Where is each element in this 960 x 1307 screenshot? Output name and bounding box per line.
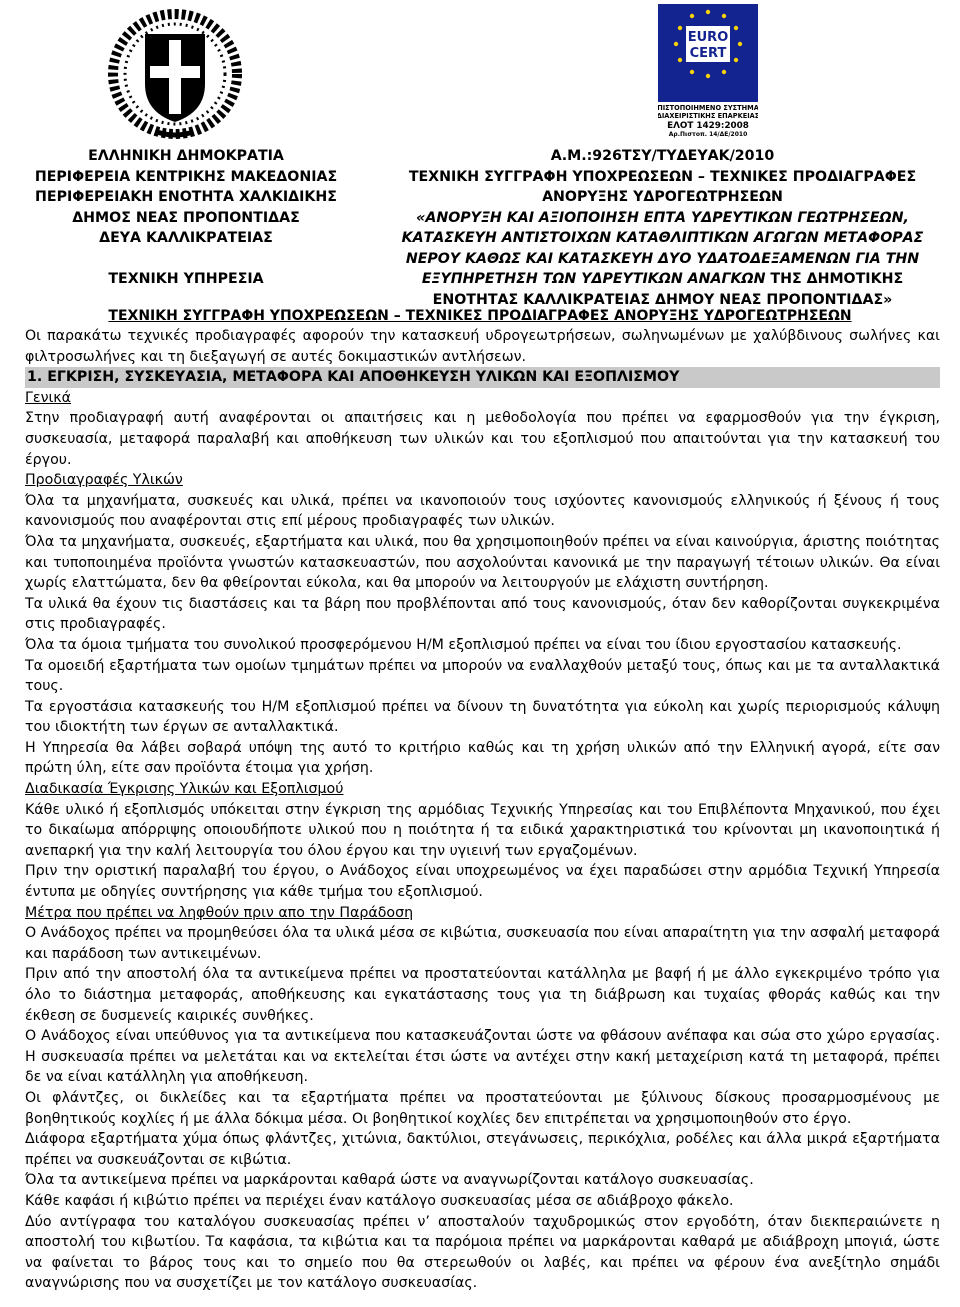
paragraph-measures-3: Ο Ανάδοχος είναι υπεύθυνος για τα αντικείμενα που κατασκευάζονται ώστε να φθάσουν ανέπαφα και σώα στο χώρο εργασίας. Η συσκευασία πρέπει να μελετάται και να εκτελείται έτσι ώστε να αντέχει στην κακή μεταχείριση κατά τη μεταφορά, πρέπει δε να είναι κατάλληλη για αποθήκευση. bbox=[25, 1028, 940, 1086]
subheading-pre-delivery-measures: Μέτρα που πρέπει να ληφθούν πριν απο την Παράδοση bbox=[25, 904, 414, 921]
cert-line3: ΕΛΟΤ 1429:2008 bbox=[667, 121, 749, 131]
document-title: ΤΕΧΝΙΚΗ ΣΥΓΓΡΑΦΗ ΥΠΟΧΡΕΩΣΕΩΝ – ΤΕΧΝΙΚΕΣ ΠΡΟΔΙΑΓΡΑΦΕΣ ΑΝΟΡΥΞΗΣ ΥΔΡΟΓΕΩΤΡΗΣΕΩΝ bbox=[108, 308, 852, 324]
paragraph-approval-2: Πριν την οριστική παραλαβή του έργου, ο Ανάδοχος είναι υποχρεωμένος να έχει παραδώσει στην αρμόδια Τεχνική Υπηρεσία έντυπα με οδηγίες συντήρησης για κάθε τμήμα του εξοπλισμού. bbox=[25, 863, 940, 901]
project-title-line4b: ΤΗΣ ΔΗΜΟΤΙΚΗΣ bbox=[765, 271, 904, 287]
paragraph-measures-5: Διάφορα εξαρτήματα χύμα όπως φλάντζες, χιτώνια, δακτύλιοι, στεγάνωσεις, περικόχλια, ροδέλες και άλλα μικρά εξαρτήματα πρέπει να συσκευάζονται σε κιβώτια. bbox=[25, 1131, 940, 1168]
cert-line4: Αρ.Πιστοπ. 14/ΔΕ/2010 bbox=[668, 131, 748, 138]
project-title-line5: ΕΝΟΤΗΤΑΣ ΚΑΛΛΙΚΡΑΤΕΙΑΣ ΔΗΜΟΥ ΝΕΑΣ ΠΡΟΠΟΝΤΙΔΑΣ» bbox=[432, 291, 893, 308]
intro-paragraph: Οι παρακάτω τεχνικές προδιαγραφές αφορούν την κατασκευή υδρογεωτρήσεων, σωληνωμένων με χαλύβδινους σωλήνες και φιλτροσωλήνες και τη διεξαγωγή σε αυτές δοκιμαστικών αντλήσεων. bbox=[25, 328, 940, 365]
paragraph-specs-4: Όλα τα όμοια τμήματα του συνολικού προσφερόμενου Η/Μ εξοπλισμού πρέπει να είναι του ίδιου εργοστασίου κατασκευής. bbox=[25, 636, 902, 653]
paragraph-measures-4: Οι φλάντζες, οι δικλείδες και τα εξαρτήματα πρέπει να προστατεύονται με ξύλινους δίσκους προσαρμοσμένους με βοηθητικούς κοχλίες ή με άλλα δόκιμα μέσα. Οι βοηθητικοί κοχλίες δεν επιτρέπεται να χρησιμοποιηθούν στο έργο. bbox=[25, 1089, 940, 1127]
cert-cert-text: CERT bbox=[689, 46, 727, 61]
paragraph-specs-3: Τα υλικά θα έχουν τις διαστάσεις και τα βάρη που προβλέπονται από τους κανονισμούς, όταν δεν καθορίζονται συγκεκριμένα στις προδιαγραφές. bbox=[25, 595, 940, 633]
issuer-line-republic: ΕΛΛΗΝΙΚΗ ΔΗΜΟΚΡΑΤΙΑ bbox=[88, 148, 284, 164]
issuer-line-region: ΠΕΡΙΦΕΡΕΙΑ ΚΕΝΤΡΙΚΗΣ ΜΑΚΕΔΟΝΙΑΣ bbox=[34, 168, 338, 185]
paragraph-measures-2: Πριν από την αποστολή όλα τα αντικείμενα πρέπει να προστατεύονται κατάλληλα με βαφή ή με άλλο εγκεκριμένο τρόπο για όλο το διάστημα μεταφοράς, αποθήκευσης και εγκατάστασης τους για τη διάβρωση και τυχαίας φθοράς καθώς και την έκθεση σε δυσμενείς καιρικές συνθήκες. bbox=[25, 966, 940, 1024]
project-am-number: Α.Μ.:926ΤΣΥ/ΤΥΔΕΥΑΚ/2010 bbox=[550, 148, 775, 164]
issuer-line-regional-unit: ΠΕΡΙΦΕΡΕΙΑΚΗ ΕΝΟΤΗΤΑ ΧΑΛΚΙΔΙΚΗΣ bbox=[35, 189, 337, 205]
project-title-line4 bbox=[375, 269, 950, 290]
issuer-line-municipality: ΔΗΜΟΣ ΝΕΑΣ ΠΡΟΠΟΝΤΙΔΑΣ bbox=[72, 209, 300, 226]
cert-line1: ΠΙΣΤΟΠΟΙΗΜΕΝΟ ΣΥΣΤΗΜΑ bbox=[658, 104, 758, 112]
project-line-drilling: ΑΝΟΡΥΞΗΣ ΥΔΡΟΓΕΩΤΡΗΣΕΩΝ bbox=[542, 189, 783, 205]
project-line-spec: ΤΕΧΝΙΚΗ ΣΥΓΓΡΑΦΗ ΥΠΟΧΡΕΩΣΕΩΝ – ΤΕΧΝΙΚΕΣ ΠΡΟΔΙΑΓΡΑΦΕΣ bbox=[408, 168, 917, 185]
project-title-line1: «ΑΝΟΡΥΞΗ ΚΑΙ ΑΞΙΟΠΟΙΗΣΗ ΕΠΤΑ ΥΔΡΕΥΤΙΚΩΝ ΓΕΩΤΡΗΣΕΩΝ, bbox=[416, 209, 909, 226]
paragraph-approval-1: Κάθε υλικό ή εξοπλισμός υπόκειται στην έγκριση της αρμόδιας Τεχνικής Υπηρεσίας και του Επιβλέποντα Μηχανικού, που έχει το δικαίωμα απόρριψης οποιουδήποτε υλικού που η ποιότητα ή τα ειδικά χαρακτηριστικά του κρίνονται μη ικανοποιητικά ή ανεπαρκή για την καλή λειτουργία του όλου έργου και την υγιεινή των εργαζομένων. bbox=[25, 801, 940, 859]
document-header bbox=[0, 0, 960, 324]
cert-euro-text: EURO bbox=[687, 30, 729, 45]
paragraph-measures-1: Ο Ανάδοχος πρέπει να προμηθεύσει όλα τα υλικά μέσα σε κιβώτια, συσκευασία που είναι απαραίτητη για την ασφαλή μεταφορά και παράδοση των αντικειμένων. bbox=[25, 925, 940, 962]
paragraph-measures-8: Δύο αντίγραφα του καταλόγου συσκευασίας πρέπει ν’ αποσταλούν ταχυδρομικώς στον εργοδότη, όταν διεκπεραιώνετε η αποστολή του κιβωτίου. Τα καφάσια, τα κιβώτια και τα παρόμοια πρέπει να μαρκάρονται καθαρά με αδιάβροχη μπογιά, ώστε να φαίνεται το βάρος τους και το σημείο που θα στερεωθούν οι λαβές, και πρέπει να φέρουν ένα ανεξίτηλο σημάδι αναγνώρισης που να συσχετίζει με τον κατάλογο συσκευασίας. bbox=[25, 1213, 940, 1292]
issuer-block bbox=[0, 146, 372, 289]
paragraph-specs-2: Όλα τα μηχανήματα, συσκευές, εξαρτήματα και υλικά, που θα χρησιμοποιηθούν πρέπει να είναι καινούργια, άριστης ποιότητας και τυποποιημένα προϊόντα γνωστών κατασκευαστών, που ασχολούνται κανονικά με την παραγωγή τέτοιων υλικών. Θα είναι χωρίς ελαττώματα, δεν θα φθείρονται εύκολα, και θα μπορούν να λειτουργούν με ελάχιστη συντήρηση. bbox=[25, 533, 940, 592]
paragraph-specs-7: Η Υπηρεσία θα λάβει σοβαρά υπόψη της αυτό το κριτήριο καθώς και τη χρήση υλικών από την Ελληνική αγορά, είτε σαν πρώτη ύλη, είτε σαν προϊόντα έτοιμα για χρήση. bbox=[25, 739, 940, 777]
paragraph-general: Στην προδιαγραφή αυτή αναφέρονται οι απαιτήσεις και η μεθοδολογία που πρέπει να εφαρμοσθούν για την έγκριση, συσκευασία, μεταφορά παραλαβή και αποθήκευση των υλικών και του εξοπλισμού που απαιτούνται για την κατασκευή του έργου. bbox=[25, 410, 940, 468]
subheading-general: Γενικά bbox=[25, 389, 72, 406]
subheading-material-specs: Προδιαγραφές Υλικών bbox=[25, 472, 183, 489]
greek-state-emblem-icon bbox=[105, 4, 245, 139]
paragraph-measures-6: Όλα τα αντικείμενα πρέπει να μαρκάρονται καθαρά ώστε να αναγνωρίζονται κατάλογο συσκευασίας. bbox=[25, 1172, 754, 1189]
issuer-line-deya: ΔΕΥΑ ΚΑΛΛΙΚΡΑΤΕΙΑΣ bbox=[99, 230, 273, 246]
project-title-line3: ΝΕΡΟΥ ΚΑΘΩΣ ΚΑΙ ΚΑΤΑΣΚΕΥΗ ΔΥΟ ΥΔΑΤΟΔΕΞΑΜΕΝΩΝ ΓΙΑ ΤΗΝ bbox=[405, 250, 920, 267]
section-1-heading: 1. ΕΓΚΡΙΣΗ, ΣΥΣΚΕΥΑΣΙΑ, ΜΕΤΑΦΟΡΑ ΚΑΙ ΑΠΟΘΗΚΕΥΣΗ ΥΛΙΚΩΝ ΚΑΙ ΕΞΟΠΛΙΣΜΟΥ bbox=[25, 367, 940, 388]
project-block bbox=[375, 146, 950, 310]
paragraph-specs-1: Όλα τα μηχανήματα, συσκευές και υλικά, πρέπει να ικανοποιούν τους ισχύοντες κανονισμούς ελληνικούς ή ξένους ή τους κανονισμούς που αναφέρονται στις επί μέρους προδιαγραφές των υλικών. bbox=[25, 492, 940, 530]
eurocert-logo bbox=[658, 4, 758, 139]
issuer-line-technical-service: ΤΕΧΝΙΚΗ ΥΠΗΡΕΣΙΑ bbox=[108, 270, 264, 287]
document-body bbox=[25, 326, 940, 1294]
paragraph-specs-5: Τα ομοειδή εξαρτήματα των ομοίων τμημάτων πρέπει να μπορούν να εναλλαχθούν μεταξύ τους, όπως και με τα ανταλλακτικά τους. bbox=[25, 657, 940, 695]
project-title-line2: ΚΑΤΑΣΚΕΥΗ ΑΝΤΙΣΤΟΙΧΩΝ ΚΑΤΑΘΛΙΠΤΙΚΩΝ ΑΓΩΓΩΝ ΜΕΤΑΦΟΡΑΣ bbox=[401, 230, 924, 246]
eurocert-badge-icon bbox=[658, 4, 758, 139]
cert-line2: ΔΙΑΧΕΙΡΙΣΤΙΚΗΣ ΕΠΑΡΚΕΙΑΣ bbox=[658, 112, 758, 120]
project-title-line4a: ΕΞΥΠΗΡΕΤΗΣΗ ΤΩΝ ΥΔΡΕΥΤΙΚΩΝ ΑΝΑΓΚΩΝ bbox=[421, 271, 766, 287]
paragraph-measures-7: Κάθε καφάσι ή κιβώτιο πρέπει να περιέχει έναν κατάλογο συσκευασίας μέσα σε αδιάβροχο φάκελο. bbox=[25, 1192, 734, 1209]
paragraph-specs-6: Τα εργοστάσια κατασκευής του Η/Μ εξοπλισμού πρέπει να δίνουν τη δυνατότητα για εύκολη και χωρίς περιορισμούς κάλυψη του ιδιοκτήτη των έργων σε ανταλλακτικά. bbox=[25, 698, 940, 736]
subheading-approval-procedure: Διαδικασία Έγκρισης Υλικών και Εξοπλισμού bbox=[25, 781, 344, 798]
